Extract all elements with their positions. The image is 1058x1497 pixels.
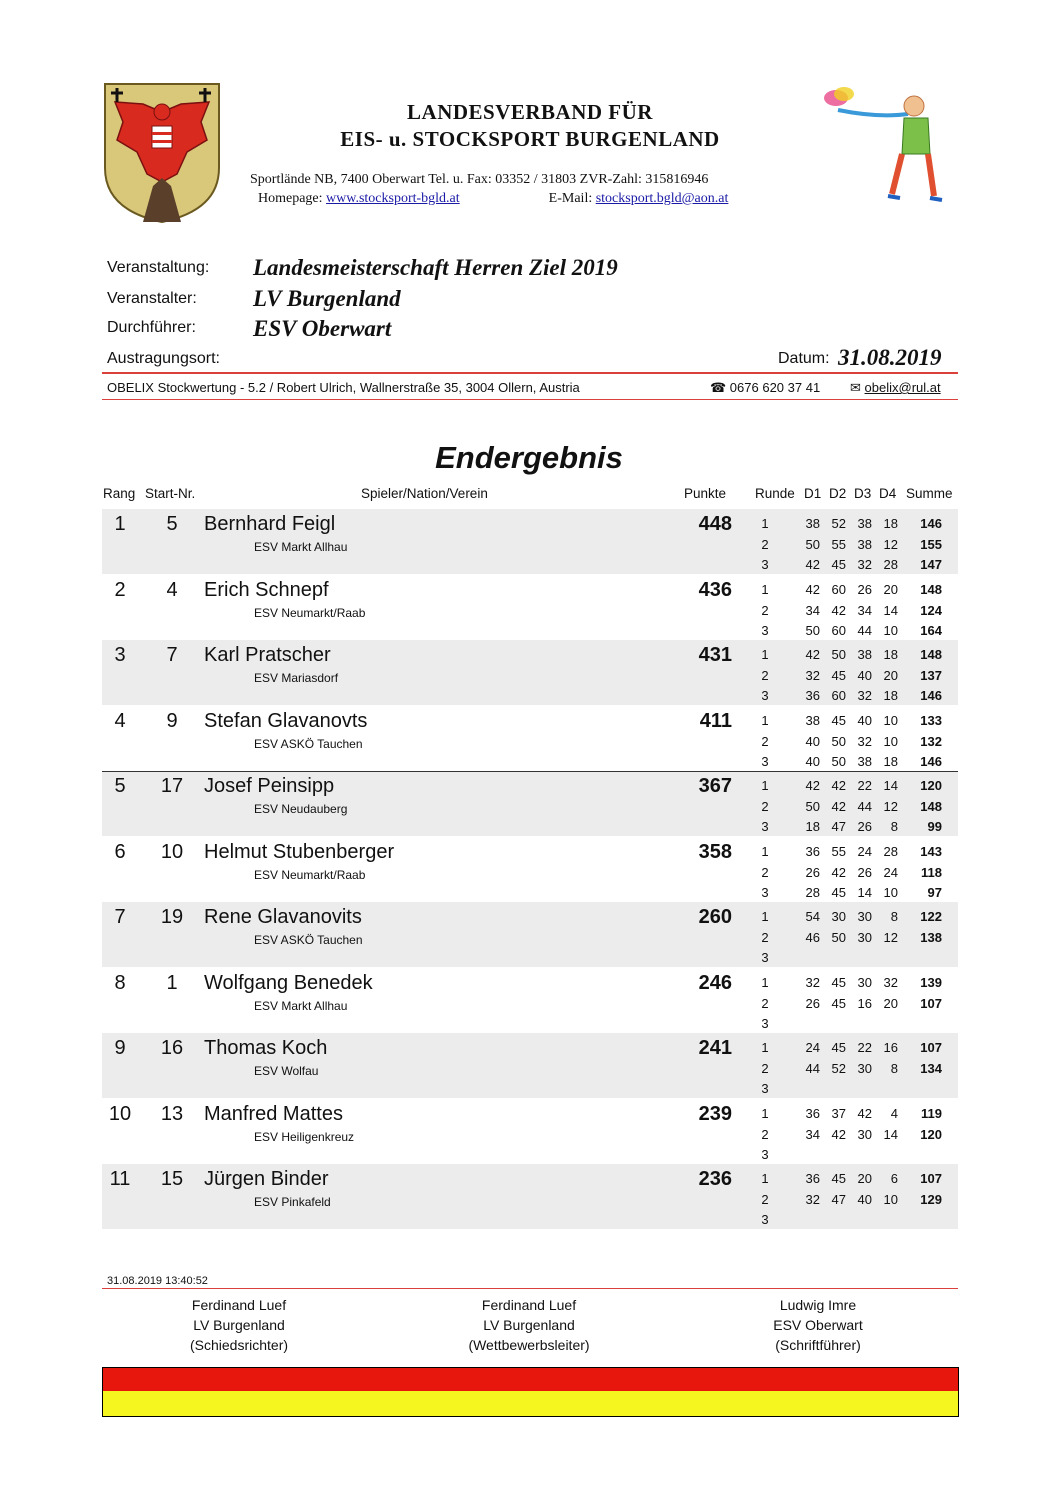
- player-name: Josef Peinsipp: [204, 775, 335, 797]
- print-timestamp: 31.08.2019 13:40:52: [107, 1275, 208, 1287]
- round-d3: 16: [857, 995, 872, 1011]
- round-d3: 26: [857, 819, 872, 834]
- col-d4: D4: [879, 486, 897, 501]
- round-number: 2: [761, 929, 769, 945]
- round-number: 1: [761, 1106, 769, 1121]
- player-points: 241: [698, 1037, 732, 1059]
- round-d3: 30: [857, 975, 872, 990]
- round-d4: 10: [883, 1191, 898, 1207]
- round-d4: 18: [883, 647, 898, 662]
- round-sum: 138: [920, 929, 942, 945]
- player-club: ESV Heiligenkreuz: [254, 1130, 355, 1144]
- round-d2: 30: [831, 909, 846, 924]
- round-d2: 42: [831, 798, 846, 814]
- round-d3: 30: [857, 909, 872, 924]
- datum-label: Datum:: [778, 350, 830, 367]
- round-d2: 50: [831, 733, 846, 749]
- austragungsort-label: Austragungsort:: [107, 350, 220, 367]
- round-d1: 18: [805, 819, 820, 834]
- round-d3: 32: [857, 688, 872, 703]
- round-number: 3: [761, 819, 769, 834]
- round-sum: 107: [920, 1171, 942, 1186]
- round-number: 3: [761, 950, 769, 965]
- round-d4: 20: [883, 995, 898, 1011]
- round-d3: 20: [857, 1171, 872, 1186]
- round-d1: 32: [805, 667, 820, 683]
- player-points: 431: [698, 644, 732, 666]
- round-d2: 47: [831, 1191, 846, 1207]
- round-d2: 52: [831, 1060, 846, 1076]
- software-mail: [850, 380, 941, 396]
- round-sum: 124: [920, 602, 942, 618]
- software-credit: OBELIX Stockwertung - 5.2 / Robert Ulrich, Wallnerstraße 35, 3004 Ollern, Austria: [107, 380, 580, 395]
- round-d3: 30: [857, 929, 872, 945]
- round-number: 2: [761, 1060, 769, 1076]
- round-d2: 45: [831, 1171, 846, 1186]
- round-d4: 18: [883, 754, 898, 769]
- round-sum: 118: [921, 864, 942, 880]
- round-d2: 55: [831, 536, 846, 552]
- start-number: 13: [160, 1103, 184, 1125]
- footer-rule: [102, 1288, 958, 1289]
- round-d1: 50: [805, 798, 820, 814]
- round-sum: 107: [920, 995, 942, 1011]
- round-number: 1: [761, 909, 769, 924]
- round-d1: 26: [805, 995, 820, 1011]
- round-d1: 42: [805, 778, 820, 793]
- divider: [102, 771, 958, 772]
- round-number: 1: [761, 713, 769, 728]
- flag-red-stripe: [102, 1367, 959, 1392]
- signature-org: LV Burgenland: [193, 1317, 285, 1333]
- signature-wettbewerbsleiter: [419, 1295, 639, 1355]
- veranstalter-value: LV Burgenland: [253, 286, 401, 311]
- stock-player-icon: [818, 84, 958, 214]
- round-number: 1: [761, 778, 769, 793]
- round-d3: 34: [857, 602, 872, 618]
- round-d1: 24: [805, 1040, 820, 1055]
- round-sum: 148: [920, 798, 942, 814]
- result-row: [102, 902, 958, 967]
- start-number: 16: [160, 1037, 184, 1059]
- round-d2: 50: [831, 647, 846, 662]
- player-name: Bernhard Feigl: [204, 513, 336, 535]
- round-d4: 20: [883, 582, 898, 597]
- signature-role: (Schriftführer): [775, 1337, 861, 1353]
- page-title: Endergebnis: [435, 440, 623, 475]
- round-d3: 38: [857, 536, 872, 552]
- result-row: [102, 509, 958, 574]
- round-number: 1: [761, 582, 769, 597]
- col-rang: Rang: [103, 486, 136, 501]
- homepage-label: Homepage:: [258, 191, 323, 206]
- round-d1: 36: [805, 1171, 820, 1186]
- round-sum: 155: [920, 536, 942, 552]
- result-row: [102, 1099, 958, 1164]
- round-number: 2: [761, 733, 769, 749]
- round-number: 3: [761, 1147, 769, 1162]
- round-number: 2: [761, 864, 769, 880]
- durchfuehrer-label: Durchführer:: [107, 319, 196, 336]
- round-d3: 40: [857, 713, 872, 728]
- round-d3: 38: [857, 516, 872, 531]
- subheader-rule: [102, 399, 958, 400]
- round-d4: 8: [890, 819, 898, 834]
- round-d3: 22: [857, 778, 872, 793]
- round-sum: 147: [920, 557, 942, 572]
- round-d4: 18: [883, 516, 898, 531]
- round-d1: 34: [805, 602, 820, 618]
- round-d1: 42: [805, 557, 820, 572]
- col-d1: D1: [804, 486, 822, 501]
- round-d4: 10: [883, 713, 898, 728]
- rank: 9: [114, 1037, 126, 1059]
- round-d4: 24: [883, 864, 898, 880]
- player-club: ESV ASKÖ Tauchen: [254, 933, 363, 947]
- rank: 4: [114, 710, 126, 732]
- start-number: 19: [160, 906, 184, 928]
- round-d4: 12: [883, 798, 898, 814]
- player-name: Manfred Mattes: [204, 1103, 343, 1125]
- round-number: 3: [761, 1081, 769, 1096]
- round-number: 2: [761, 798, 769, 814]
- round-d3: 42: [857, 1106, 872, 1121]
- round-d2: 60: [831, 582, 846, 597]
- round-d2: 45: [831, 1040, 846, 1055]
- round-sum: 119: [921, 1106, 942, 1121]
- round-sum: 107: [920, 1040, 942, 1055]
- coat-of-arms-icon: [103, 82, 221, 224]
- round-d1: 32: [805, 975, 820, 990]
- result-row: [102, 968, 958, 1033]
- start-number: 15: [160, 1168, 184, 1190]
- col-runde: Runde: [755, 486, 795, 501]
- round-d1: 36: [805, 1106, 820, 1121]
- player-name: Helmut Stubenberger: [204, 841, 395, 863]
- player-club: ESV Neumarkt/Raab: [254, 606, 366, 620]
- start-number: 9: [166, 710, 178, 732]
- homepage-link[interactable]: www.stocksport-bgld.at: [326, 191, 460, 206]
- start-number: 1: [166, 972, 178, 994]
- round-d3: 32: [857, 557, 872, 572]
- round-d1: 50: [805, 623, 820, 638]
- round-d4: 6: [890, 1171, 898, 1186]
- player-name: Rene Glavanovits: [204, 906, 362, 928]
- round-number: 2: [761, 602, 769, 618]
- durchfuehrer-value: ESV Oberwart: [253, 316, 392, 341]
- round-d3: 26: [857, 582, 872, 597]
- round-sum: 120: [920, 1126, 942, 1142]
- round-d2: 47: [831, 819, 846, 834]
- player-club: ESV ASKÖ Tauchen: [254, 737, 363, 751]
- round-d4: 12: [883, 536, 898, 552]
- round-sum: 99: [927, 819, 942, 834]
- mail-icon: ✉: [850, 380, 861, 395]
- round-number: 3: [761, 623, 769, 638]
- signature-role: (Schiedsrichter): [189, 1337, 289, 1353]
- player-name: Erich Schnepf: [204, 579, 329, 601]
- rank: 11: [109, 1168, 131, 1190]
- round-d1: 40: [805, 754, 820, 769]
- round-d4: 14: [883, 1126, 898, 1142]
- round-d2: 60: [831, 688, 846, 703]
- round-d1: 42: [805, 582, 820, 597]
- result-row: [102, 640, 958, 705]
- round-d3: 44: [857, 623, 872, 638]
- round-d2: 45: [831, 975, 846, 990]
- round-number: 3: [761, 1212, 769, 1227]
- round-d1: 36: [805, 844, 820, 859]
- col-d2: D2: [829, 486, 847, 501]
- col-spieler: Spieler/Nation/Verein: [361, 486, 488, 501]
- round-d2: 42: [831, 778, 846, 793]
- rank: 5: [114, 775, 126, 797]
- result-row: [102, 575, 958, 640]
- round-d1: 28: [805, 885, 820, 900]
- round-number: 2: [761, 995, 769, 1011]
- round-d2: 42: [831, 602, 846, 618]
- round-d2: 45: [831, 995, 846, 1011]
- round-d2: 45: [831, 713, 846, 728]
- round-d1: 36: [805, 688, 820, 703]
- round-number: 2: [761, 536, 769, 552]
- result-row: [102, 706, 958, 771]
- start-number: 10: [160, 841, 184, 863]
- round-number: 1: [761, 975, 769, 990]
- player-points: 246: [698, 972, 732, 994]
- player-club: ESV Wolfau: [254, 1064, 319, 1078]
- player-club: ESV Markt Allhau: [254, 540, 348, 554]
- round-d4: 4: [890, 1106, 898, 1121]
- round-d2: 45: [831, 667, 846, 683]
- round-d2: 45: [831, 557, 846, 572]
- flag-yellow-stripe: [102, 1391, 959, 1417]
- round-d3: 14: [857, 885, 872, 900]
- round-number: 3: [761, 688, 769, 703]
- rank: 3: [114, 644, 126, 666]
- round-sum: 139: [920, 975, 942, 990]
- round-d3: 40: [857, 1191, 872, 1207]
- round-d4: 10: [883, 623, 898, 638]
- round-d1: 50: [805, 536, 820, 552]
- round-sum: 148: [920, 647, 942, 662]
- round-number: 1: [761, 1171, 769, 1186]
- round-d4: 8: [890, 909, 898, 924]
- player-club: ESV Markt Allhau: [254, 999, 348, 1013]
- round-number: 1: [761, 1040, 769, 1055]
- round-number: 3: [761, 1016, 769, 1031]
- round-d1: 26: [805, 864, 820, 880]
- org-name-line1: LANDESVERBAND FÜR: [407, 100, 653, 124]
- round-d3: 40: [857, 667, 872, 683]
- org-contact: [258, 191, 728, 207]
- veranstaltung-label: Veranstaltung:: [107, 259, 210, 276]
- round-d2: 37: [831, 1106, 846, 1121]
- round-number: 3: [761, 885, 769, 900]
- rank: 7: [114, 906, 126, 928]
- player-points: 436: [698, 579, 732, 601]
- round-d1: 42: [805, 647, 820, 662]
- round-sum: 97: [927, 885, 942, 900]
- round-sum: 148: [920, 582, 942, 597]
- rank: 2: [114, 579, 126, 601]
- player-club: ESV Mariasdorf: [254, 671, 339, 685]
- round-d4: 18: [883, 688, 898, 703]
- round-d1: 32: [805, 1191, 820, 1207]
- round-d3: 22: [857, 1040, 872, 1055]
- player-points: 448: [698, 513, 732, 535]
- software-mail-link[interactable]: obelix@rul.at: [864, 380, 941, 395]
- round-d3: 30: [857, 1060, 872, 1076]
- round-d4: 12: [883, 929, 898, 945]
- signature-name: Ferdinand Luef: [191, 1297, 287, 1313]
- round-d4: 28: [883, 557, 898, 572]
- round-sum: 133: [920, 713, 942, 728]
- rank: 8: [114, 972, 126, 994]
- round-sum: 146: [920, 754, 942, 769]
- veranstaltung-value: Landesmeisterschaft Herren Ziel 2019: [253, 255, 618, 280]
- player-points: 411: [699, 710, 732, 732]
- signature-org: ESV Oberwart: [773, 1317, 863, 1333]
- round-number: 1: [761, 844, 769, 859]
- round-sum: 122: [920, 909, 942, 924]
- round-d1: 34: [805, 1126, 820, 1142]
- round-d4: 14: [883, 602, 898, 618]
- round-d1: 54: [805, 909, 820, 924]
- player-points: 236: [698, 1168, 732, 1190]
- signature-role: (Wettbewerbsleiter): [468, 1337, 590, 1353]
- signature-org: LV Burgenland: [483, 1317, 575, 1333]
- player-name: Stefan Glavanovts: [204, 710, 368, 732]
- round-d1: 44: [805, 1060, 820, 1076]
- rank: 6: [114, 841, 126, 863]
- round-d2: 45: [831, 885, 846, 900]
- org-name-line2: EIS- u. STOCKSPORT BURGENLAND: [340, 127, 720, 151]
- round-d2: 60: [831, 623, 846, 638]
- player-club: ESV Pinkafeld: [254, 1195, 331, 1209]
- player-club: ESV Neumarkt/Raab: [254, 868, 366, 882]
- start-number: 7: [166, 644, 178, 666]
- email-link[interactable]: stocksport.bgld@aon.at: [595, 191, 729, 206]
- round-sum: 146: [920, 688, 942, 703]
- header-rule: [102, 372, 958, 374]
- round-d4: 14: [883, 778, 898, 793]
- round-d1: 40: [805, 733, 820, 749]
- round-sum: 134: [920, 1060, 942, 1076]
- round-number: 2: [761, 1191, 769, 1207]
- round-sum: 137: [920, 667, 942, 683]
- round-number: 3: [761, 754, 769, 769]
- player-points: 367: [698, 775, 732, 797]
- round-d2: 52: [831, 516, 846, 531]
- round-d4: 10: [883, 885, 898, 900]
- player-name: Karl Pratscher: [204, 644, 331, 666]
- col-d3: D3: [854, 486, 872, 501]
- round-number: 3: [761, 557, 769, 572]
- round-d4: 10: [883, 733, 898, 749]
- player-name: Wolfgang Benedek: [204, 972, 373, 994]
- datum-value: 31.08.2019: [838, 345, 942, 370]
- round-number: 1: [761, 647, 769, 662]
- round-sum: 143: [920, 844, 942, 859]
- col-start: Start-Nr.: [145, 486, 196, 501]
- round-number: 1: [761, 516, 769, 531]
- round-sum: 146: [920, 516, 942, 531]
- veranstalter-label: Veranstalter:: [107, 290, 197, 307]
- round-d2: 50: [831, 754, 846, 769]
- player-points: 239: [698, 1103, 732, 1125]
- start-number: 17: [160, 775, 184, 797]
- software-phone: ☎ 0676 620 37 41: [710, 380, 821, 395]
- player-points: 260: [698, 906, 732, 928]
- email-label: E-Mail:: [548, 191, 593, 206]
- round-d3: 32: [857, 733, 872, 749]
- round-number: 2: [761, 1126, 769, 1142]
- round-d2: 55: [831, 844, 846, 859]
- round-d3: 24: [857, 844, 872, 859]
- round-d1: 38: [805, 713, 820, 728]
- round-sum: 120: [920, 778, 942, 793]
- result-row: [102, 771, 958, 836]
- round-d4: 28: [883, 844, 898, 859]
- signature-name: Ludwig Imre: [779, 1297, 857, 1313]
- round-d2: 42: [831, 864, 846, 880]
- round-d4: 8: [890, 1060, 898, 1076]
- round-d3: 26: [857, 864, 872, 880]
- player-club: ESV Neudauberg: [254, 802, 348, 816]
- round-sum: 132: [920, 733, 942, 749]
- round-d3: 38: [857, 754, 872, 769]
- round-number: 2: [761, 667, 769, 683]
- col-punkte: Punkte: [684, 486, 727, 501]
- round-d2: 50: [831, 929, 846, 945]
- player-points: 358: [698, 841, 732, 863]
- signature-name: Ferdinand Luef: [481, 1297, 577, 1313]
- start-number: 4: [166, 579, 178, 601]
- col-summe: Summe: [906, 486, 953, 501]
- round-sum: 129: [920, 1191, 942, 1207]
- round-sum: 164: [920, 623, 942, 638]
- signature-schiedsrichter: [129, 1295, 349, 1355]
- result-row: [102, 1033, 958, 1098]
- result-row: [102, 837, 958, 902]
- round-d4: 32: [883, 975, 898, 990]
- result-row: [102, 1164, 958, 1229]
- round-d4: 16: [883, 1040, 898, 1055]
- round-d2: 42: [831, 1126, 846, 1142]
- round-d1: 38: [805, 516, 820, 531]
- rank: 1: [114, 513, 126, 535]
- round-d3: 38: [857, 647, 872, 662]
- player-name: Jürgen Binder: [204, 1168, 329, 1190]
- start-number: 5: [166, 513, 178, 535]
- round-d4: 20: [883, 667, 898, 683]
- rank: 10: [108, 1103, 132, 1125]
- player-name: Thomas Koch: [204, 1037, 328, 1059]
- org-address: Sportlände NB, 7400 Oberwart Tel. u. Fax: 03352 / 31803 ZVR-Zahl: 315816946: [250, 172, 709, 187]
- round-d1: 46: [805, 929, 820, 945]
- round-d3: 44: [857, 798, 872, 814]
- round-d3: 30: [857, 1126, 872, 1142]
- signature-schriftfuehrer: [708, 1295, 928, 1355]
